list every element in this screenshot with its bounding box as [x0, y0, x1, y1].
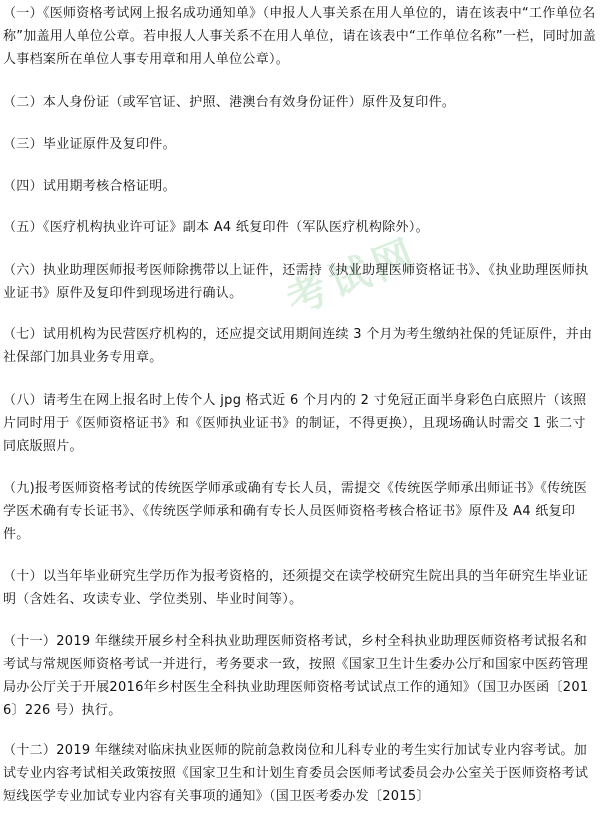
- paragraph-12: （十二）2019 年继续对临床执业医师的院前急救岗位和儿科专业的考生实行加试专业内容考试。加试专业内容考试相关政策按照《国家卫生和计划生育委员会医师考试委员会办公室关于医师资格考试短线医学专业加试专业内容有关事项的通知》（国卫医考委办发〔2015〕: [3, 743, 589, 804]
- paragraph-10: （十）以当年毕业研究生学历作为报考资格的，还须提交在读学校研究生院出具的当年研究生毕业证明（含姓名、攻读专业、学位类别、毕业时间等）。: [3, 569, 589, 607]
- paragraph-8: （八）请考生在网上报名时上传个人 jpg 格式近 6 个月内的 2 寸免冠正面半身彩色白底照片（该照片同时用于《医师资格证书》和《医师执业证书》的制证，不得更换），且现场确认时需交 1 张二寸同底版照片。: [3, 393, 587, 454]
- watermark: 考试网: [280, 229, 426, 325]
- paragraph-5: （五）《医疗机构执业许可证》副本 A4 纸复印件（军队医疗机构除外）。: [3, 220, 429, 235]
- paragraph-7: （七）试用机构为民营医疗机构的，还应提交试用期间连续 3 个月为考生缴纳社保的凭证原件，并由社保部门加具业务专用章。: [3, 327, 593, 365]
- paragraph-2: （二）本人身份证（或军官证、护照、港澳台有效身份证件）原件及复印件。: [3, 95, 456, 110]
- paragraph-1: （一）《医师资格考试网上报名成功通知单》（申报人人事关系在用人单位的，请在该表中“工作单位名称”加盖用人单位公章。若申报人人事关系不在用人单位，请在该表中“工作单位名称”一栏，同时加盖人事档案所在单位人事专用章和用人单位公章）。: [3, 6, 597, 67]
- paragraph-11: （十一）2019 年继续开展乡村全科执业助理医师资格考试，乡村全科执业助理医师资格考试报名和考试与常规医师资格考试一并进行，考务要求一致，按照《国家卫生计生委办公厅和国家中医药管理局办公厅关于开展2016年乡村医生全科执业助理医师资格考试试点工作的通知》（国卫办医函〔2016〕226 号）执行。: [3, 634, 589, 718]
- paragraph-4: （四）试用期考核合格证明。: [3, 179, 176, 194]
- paragraph-9: （九)报考医师资格考试的传统医学师承或确有专长人员，需提交《传统医学师承出师证书》《传统医学医术确有专长证书》、《传统医学师承和确有专长人员医师资格考核合格证书》原件及 A4 纸复印件。: [3, 481, 588, 542]
- paragraph-3: （三）毕业证原件及复印件。: [3, 137, 176, 152]
- paragraph-6: （六）执业助理医师报考医师除携带以上证件，还需持《执业助理医师资格证书》、《执业助理医师执业证书》原件及复印件到现场进行确认。: [3, 263, 589, 301]
